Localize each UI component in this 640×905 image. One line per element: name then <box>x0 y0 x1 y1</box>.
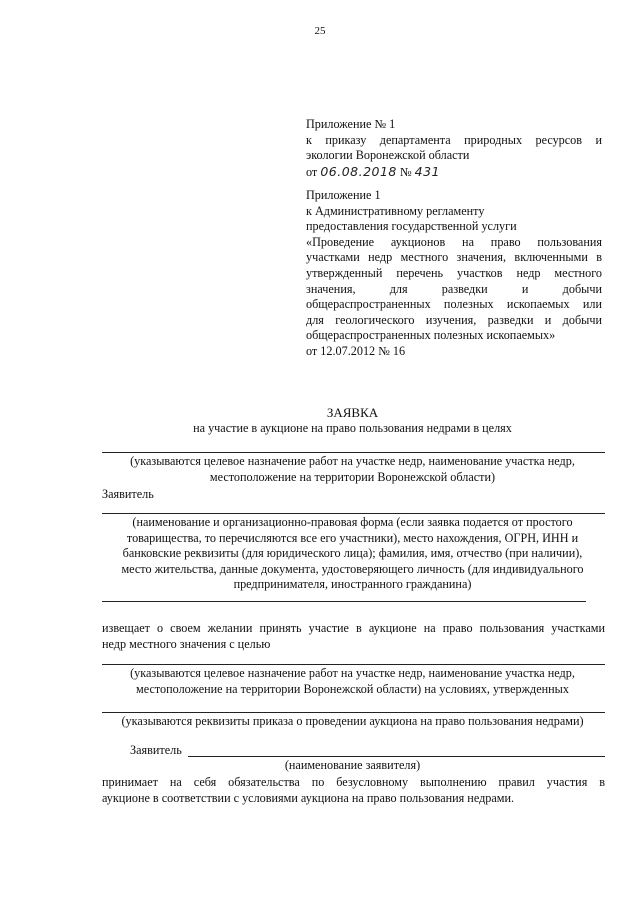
hint-applicant <box>100 515 605 593</box>
document-title: ЗАЯВКА <box>326 405 379 420</box>
hint-line: (указываются целевое назначение работ на участке недр, наименование участка недр, <box>130 454 575 468</box>
appendix-1-line: к приказу департамента природных ресурсов и <box>306 132 602 147</box>
handwritten-date: 06.08.2018 <box>320 163 397 179</box>
appendix-2-title: Приложение 1 <box>306 188 381 202</box>
appendix-2-line: участками недр местного значения, включенными в <box>306 250 602 265</box>
hint-purpose-2 <box>100 666 605 697</box>
applicant-label-2: Заявитель <box>130 743 182 757</box>
appendix-1-date-line <box>306 164 602 181</box>
hint-line: местоположение на территории Воронежской области) <box>209 469 496 484</box>
applicant-label: Заявитель <box>102 487 154 501</box>
hint-line: местоположение на территории Воронежской области) на условиях, утвержденных <box>136 681 569 696</box>
appendix-1-block <box>306 117 602 180</box>
appendix-1-title: Приложение № 1 <box>306 117 396 131</box>
page-number: 25 <box>314 25 326 37</box>
obligation <box>102 775 605 806</box>
appendix-2-line: к Административному регламенту <box>306 203 485 218</box>
obligation-line: аукционе в соответствии с условиями аукциона на право пользования недрами. <box>102 790 515 805</box>
appendix-2-line: для геологического изучения, разведки и добычи <box>306 312 602 327</box>
hint-line: банковские реквизиты (для юридического лица); фамилия, имя, отчество (при наличии), <box>122 546 583 561</box>
appendix-2-line: общераспространенных полезных ископаемых или <box>306 297 602 312</box>
field-line-purpose <box>102 452 605 453</box>
statement <box>102 621 605 652</box>
appendix-2-line: от 12.07.2012 № 16 <box>306 343 406 358</box>
appendix-1-line: экологии Воронежской области <box>306 148 470 163</box>
obligation-line: принимает на себя обязательства по безусловному выполнению правил участия в <box>102 775 605 789</box>
appendix-2-line: предоставления государственной услуги <box>306 219 517 234</box>
statement-line: недр местного значения с целью <box>102 636 271 651</box>
number-sign: № <box>399 164 412 179</box>
hint-line: (указываются целевое назначение работ на участке недр, наименование участка недр, <box>130 666 575 680</box>
hint-purpose <box>100 454 605 485</box>
appendix-2-line: «Проведение аукционов на право пользования <box>306 234 602 249</box>
field-line-order <box>102 712 605 713</box>
hint-applicant-name: (наименование заявителя) <box>284 758 421 772</box>
field-line-applicant-extra <box>102 601 586 602</box>
hint-order: (указываются реквизиты приказа о проведении аукциона на право пользования недрами) <box>121 714 584 728</box>
appendix-2-line: утвержденный перечень участков недр местного <box>306 265 602 280</box>
field-line-applicant <box>102 513 605 514</box>
appendix-2-line: общераспространенных полезных ископаемых» <box>306 328 556 343</box>
field-line-applicant-name <box>188 756 605 757</box>
hint-line: (наименование и организационно-правовая форма (если заявка подается от простого <box>132 515 573 529</box>
hint-line: предпринимателя, иностранного гражданина) <box>233 577 472 592</box>
field-line-purpose-2 <box>102 664 605 665</box>
appendix-2-line: значения, для разведки и добычи <box>306 281 602 296</box>
appendix-2-block <box>306 188 602 360</box>
document-subtitle: на участие в аукционе на право пользования недрами в целях <box>193 421 512 435</box>
hint-line: товарищества, то перечисляются все его участники), место нахождения, ОГРН, ИНН и <box>126 530 579 545</box>
hint-line: место жительства, данные документа, удостоверяющего личность (для индивидуального <box>121 561 584 576</box>
date-prefix: от <box>306 164 318 179</box>
handwritten-number: 431 <box>414 163 440 179</box>
statement-line: извещает о своем желании принять участие в аукционе на право пользования участками <box>102 621 605 635</box>
